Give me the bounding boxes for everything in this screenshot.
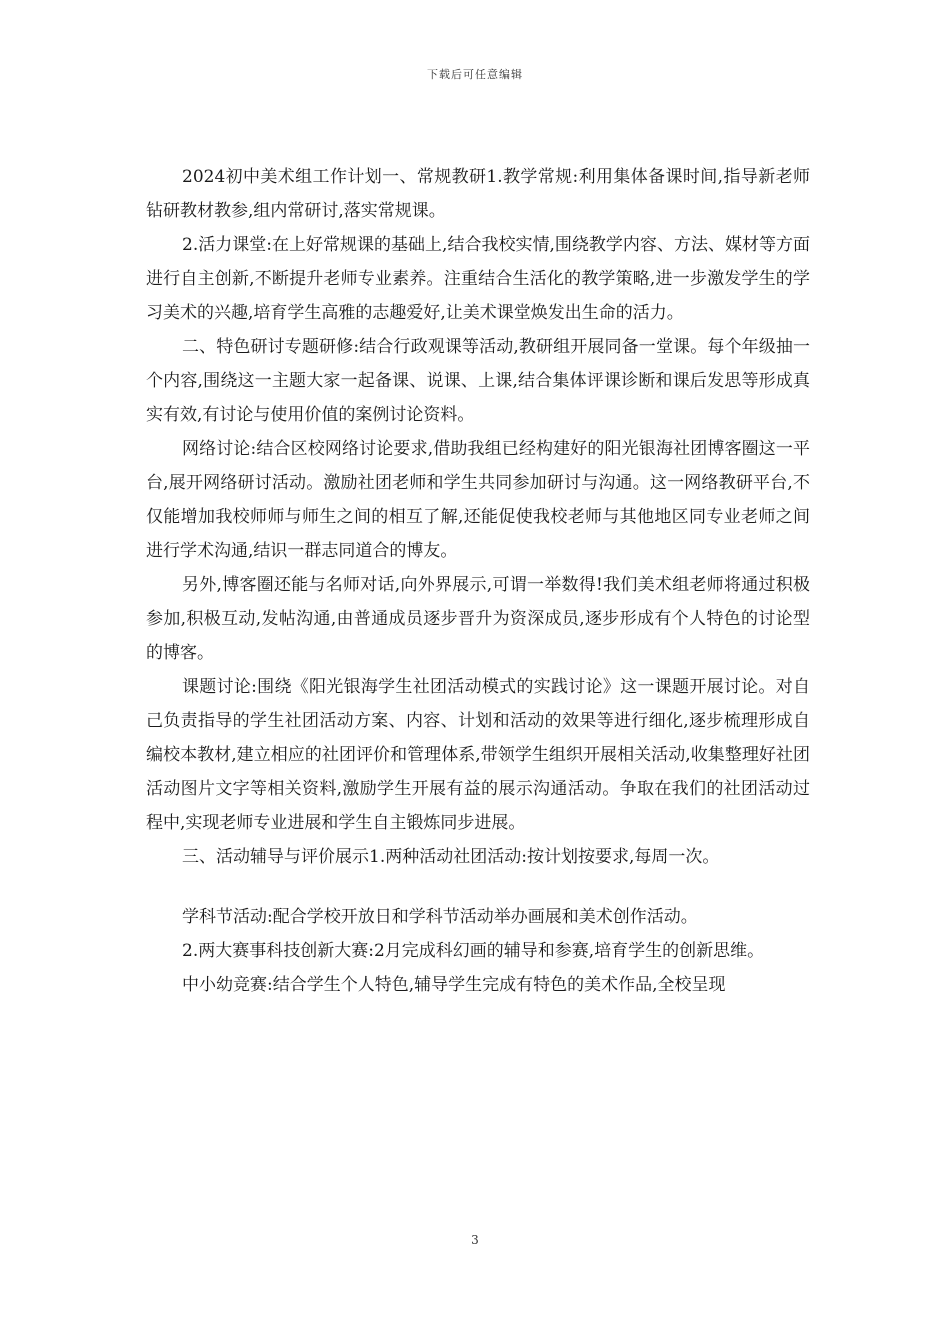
paragraph-activity-guidance: 三、活动辅导与评价展示1.两种活动社团活动:按计划按要求,每周一次。 xyxy=(182,847,720,867)
paragraph-spacer xyxy=(146,874,810,900)
paragraph-tech-innovation: 2.两大赛事科技创新大赛:2月完成科幻画的辅导和参赛,培育学生的创新思维。 xyxy=(182,941,765,961)
page-header-note: 下载后可任意编辑 xyxy=(427,68,523,81)
paragraph-topic-discussion: 课题讨论:围绕《阳光银海学生社团活动模式的实践讨论》这一课题开展讨论。对自己负责指导的学生社团活动方案、内容、计划和活动的效果等进行细化,逐步梳理形成自编校本教材,建立相应的社团评价和管理体系,带领学生组织开展相关活动,收集整理好社团活动图片文字等相关资料,激励学生开展有益的展示沟通活动。争取在我们的社团活动过程中,实现老师专业进展和学生自主锻炼同步进展。 xyxy=(146,677,810,833)
document-body xyxy=(146,160,810,1002)
paragraph-special-research: 二、特色研讨专题研修:结合行政观课等活动,教研组开展同备一堂课。每个年级抽一个内容,围绕这一主题大家一起备课、说课、上课,结合集体评课诊断和课后发思等形成真实有效,有讨论与使用价值的案例讨论资料。 xyxy=(146,337,810,425)
paragraph-subject-festival: 学科节活动:配合学校开放日和学科节活动举办画展和美术创作活动。 xyxy=(182,907,698,927)
paragraph-plan-title-routine: 2024初中美术组工作计划一、常规教研1.教学常规:利用集体备课时间,指导新老师钻研教材教参,组内常研讨,落实常规课。 xyxy=(146,167,810,221)
paragraph-active-classroom: 2.活力课堂:在上好常规课的基础上,结合我校实情,围绕教学内容、方法、媒材等方面进行自主创新,不断提升老师专业素养。注重结合生活化的教学策略,进一步激发学生的学习美术的兴趣,培育学生高雅的志趣爱好,让美术课堂焕发出生命的活力。 xyxy=(146,235,810,323)
paragraph-school-competition: 中小幼竞赛:结合学生个人特色,辅导学生完成有特色的美术作品,全校呈现 xyxy=(182,975,726,995)
page-number: 3 xyxy=(471,1233,479,1247)
paragraph-blog-circle: 另外,博客圈还能与名师对话,向外界展示,可谓一举数得!我们美术组老师将通过积极参加,积极互动,发帖沟通,由普通成员逐步晋升为资深成员,逐步形成有个人特色的讨论型的博客。 xyxy=(146,575,810,663)
paragraph-network-discussion: 网络讨论:结合区校网络讨论要求,借助我组已经构建好的阳光银海社团博客圈这一平台,展开网络研讨活动。激励社团老师和学生共同参加研讨与沟通。这一网络教研平台,不仅能增加我校师师与师生之间的相互了解,还能促使我校老师与其他地区同专业老师之间进行学术沟通,结识一群志同道合的博友。 xyxy=(146,439,810,561)
